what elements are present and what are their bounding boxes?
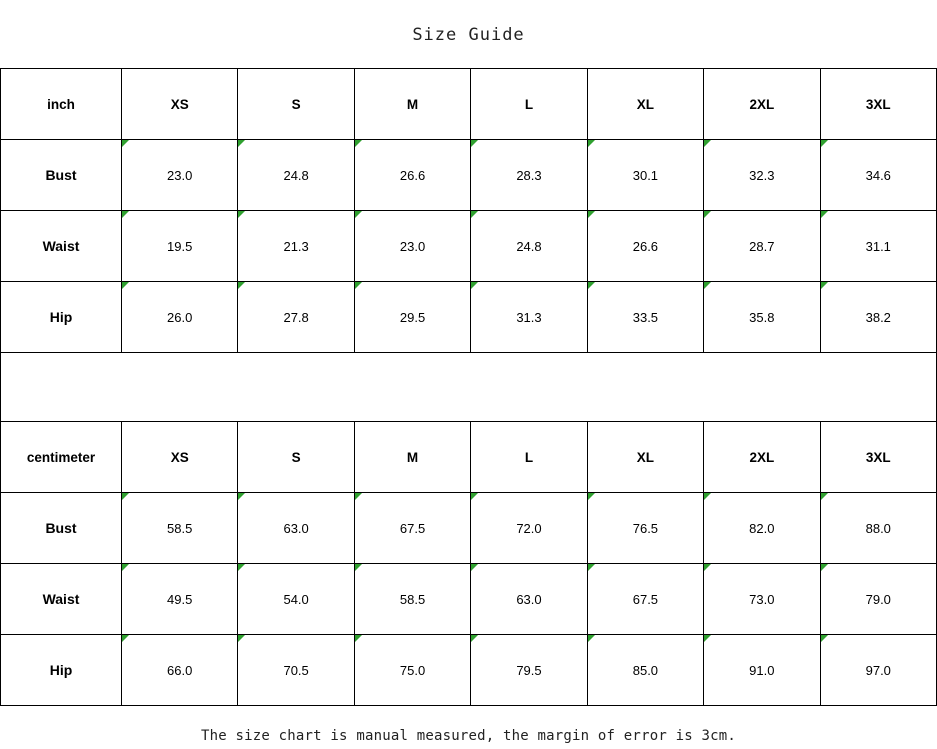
size-header-xs: XS [122,69,238,140]
cell-hip-m: 29.5 [354,282,470,353]
row-label-bust: Bust [1,140,122,211]
measurement-note: The size chart is manual measured, the margin of error is 3cm. [201,728,736,744]
table-row [1,635,937,706]
size-header-xl: XL [587,422,703,493]
cell-waist-2xl: 73.0 [704,564,820,635]
cell-hip-l: 31.3 [471,282,587,353]
cell-waist-s: 21.3 [238,211,354,282]
cell-hip-l: 79.5 [471,635,587,706]
cell-hip-s: 27.8 [238,282,354,353]
size-table-centimeter [0,421,937,706]
row-label-hip: Hip [1,635,122,706]
unit-label-centimeter: centimeter [1,422,122,493]
cell-bust-xs: 23.0 [122,140,238,211]
table-separator [0,353,937,421]
cell-bust-xl: 76.5 [587,493,703,564]
cell-waist-3xl: 79.0 [820,564,936,635]
size-header-s: S [238,69,354,140]
cell-bust-2xl: 32.3 [704,140,820,211]
table-header-row [1,422,937,493]
size-header-s: S [238,422,354,493]
cell-bust-l: 28.3 [471,140,587,211]
cell-hip-2xl: 91.0 [704,635,820,706]
cell-bust-xs: 58.5 [122,493,238,564]
cell-hip-m: 75.0 [354,635,470,706]
row-label-waist: Waist [1,211,122,282]
cell-hip-xs: 26.0 [122,282,238,353]
size-header-l: L [471,69,587,140]
cell-hip-xl: 85.0 [587,635,703,706]
cell-bust-l: 72.0 [471,493,587,564]
cell-hip-s: 70.5 [238,635,354,706]
cell-hip-2xl: 35.8 [704,282,820,353]
cell-waist-xl: 67.5 [587,564,703,635]
size-header-l: L [471,422,587,493]
cell-waist-xl: 26.6 [587,211,703,282]
unit-label-inch: inch [1,69,122,140]
table-row [1,493,937,564]
cell-bust-s: 24.8 [238,140,354,211]
size-header-xs: XS [122,422,238,493]
cell-bust-s: 63.0 [238,493,354,564]
cell-hip-xl: 33.5 [587,282,703,353]
cell-waist-m: 58.5 [354,564,470,635]
row-label-bust: Bust [1,493,122,564]
size-header-3xl: 3XL [820,69,936,140]
cell-waist-3xl: 31.1 [820,211,936,282]
cell-hip-xs: 66.0 [122,635,238,706]
cell-bust-3xl: 88.0 [820,493,936,564]
size-header-m: M [354,69,470,140]
cell-bust-m: 67.5 [354,493,470,564]
table-header-row [1,69,937,140]
table-row [1,564,937,635]
cell-bust-2xl: 82.0 [704,493,820,564]
cell-bust-3xl: 34.6 [820,140,936,211]
cell-bust-m: 26.6 [354,140,470,211]
cell-waist-m: 23.0 [354,211,470,282]
cell-waist-l: 63.0 [471,564,587,635]
size-header-xl: XL [587,69,703,140]
row-label-waist: Waist [1,564,122,635]
table-row [1,282,937,353]
cell-waist-xs: 19.5 [122,211,238,282]
cell-waist-l: 24.8 [471,211,587,282]
size-header-3xl: 3XL [820,422,936,493]
size-header-m: M [354,422,470,493]
size-header-2xl: 2XL [704,69,820,140]
size-header-2xl: 2XL [704,422,820,493]
size-table-inch [0,68,937,353]
cell-hip-3xl: 97.0 [820,635,936,706]
cell-waist-xs: 49.5 [122,564,238,635]
table-row [1,211,937,282]
cell-waist-2xl: 28.7 [704,211,820,282]
row-label-hip: Hip [1,282,122,353]
cell-hip-3xl: 38.2 [820,282,936,353]
table-row [1,140,937,211]
page-title: Size Guide [412,25,525,45]
cell-waist-s: 54.0 [238,564,354,635]
cell-bust-xl: 30.1 [587,140,703,211]
